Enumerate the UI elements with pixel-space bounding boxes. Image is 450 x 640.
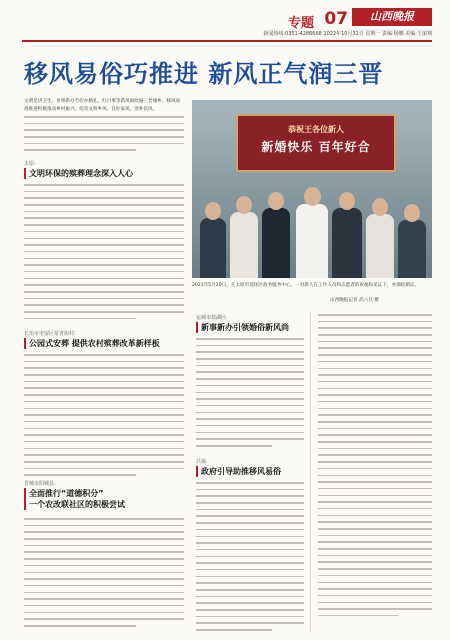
section-3-text [24,518,184,632]
section-4-kicker: 运城市盐湖区: [196,315,228,321]
right-column-text [318,314,432,622]
section-2-text [24,354,184,481]
section-1-title: 文明环保的殡葬理念深入人心 [24,168,133,179]
banner-title: 恭祝王各位新人 [288,125,344,134]
banner-main-text: 新婚快乐 百年好合 [261,140,371,154]
page-number: 07 [324,9,348,29]
page-headline: 移风易俗巧推进 新风正气润三晋 [24,60,384,88]
section-label: 专题 [287,16,314,31]
photo-caption: 2021年5月20日，在太原市迎泽区政务服务中心，一对新人在工作人员和志愿者的祝福和见证下，办领结婚证。 [192,283,420,288]
masthead-info: 新闻热线:0351-4286668 2022年10月31日 星期一 责编:杨娜 美编:王丽翔 [263,31,432,37]
photo-crowd [192,182,432,278]
wedding-photo [192,100,432,278]
section-1-kicker: 太原: [24,161,36,167]
photo-credit: 山西晚报记者 武六旦 摄 [330,298,379,303]
section-2-title: 公园式安葬 提供农村殡葬改革新样板 [24,338,160,349]
section-3-kicker: 晋城市阳城县: [24,481,56,487]
section-3-title: 全面推行“道德积分” 一个农改联社区的积极尝试 [24,488,125,510]
lead-paragraph: 文明是讲卫生，喜事新办节俭办婚礼，红白事等新风尚吹遍三晋城乡，移风易俗推进积极推动乡村振兴，培育文明乡风、良好家风、淳朴民风。 [24,99,181,112]
section-2-kicker: 长治市屯留区常青街村: [24,331,76,337]
photo-banner [236,114,396,172]
column-divider [310,312,311,632]
section-5-kicker: 吕梁: [196,459,208,465]
section-5-title: 政府引导助推移风易俗 [196,466,281,477]
section-4-title: 新事新办引领婚俗新风尚 [196,322,289,333]
section-4-text [196,338,304,452]
lead-text-lines [24,116,184,156]
newspaper-logo: 山西晚报 [352,8,432,26]
section-5-text [196,482,304,636]
masthead [22,6,432,42]
section-1-text [24,184,184,324]
